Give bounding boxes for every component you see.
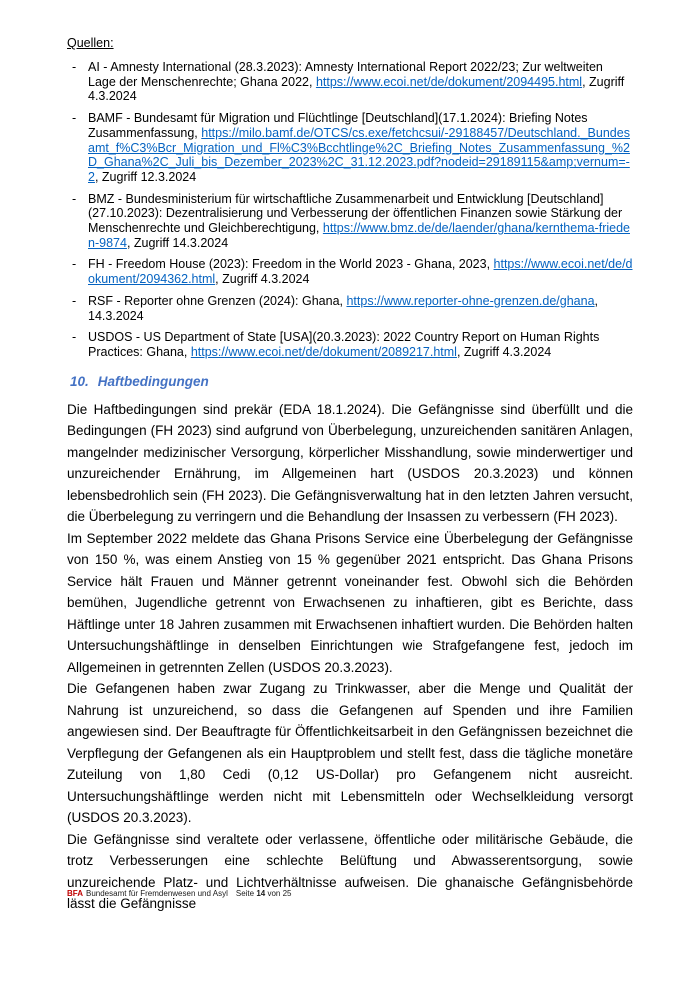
body-paragraph: Die Gefängnisse sind veraltete oder verlassene, öffentliche oder militärische Gebäude, die trotz Verbesserungen eine schlechte Belüftung und Abwasserentsorgung, sowie unzureichende Platz- und Lichtverhältnisse aufweisen. Die ghanaische Gefängnisbehörde lässt die Gefängnisse [67, 831, 633, 912]
section-title: Haftbedingungen [97, 373, 209, 389]
footer-page-info [236, 889, 292, 898]
list-bullet: - [72, 330, 77, 345]
source-text-segment: , Zugriff 14.3.2024 [126, 235, 229, 250]
source-text [88, 111, 633, 185]
footer-page-total: 25 [282, 889, 292, 898]
source-text [88, 294, 633, 323]
source-text-segment: BAMF - Bundesamt für Migration und Flüchtlinge [Deutschland](17.1.2024): Briefing Notes Zusammenfassung, [88, 111, 588, 140]
source-item [67, 294, 633, 323]
source-link[interactable]: https://www.reporter-ohne-grenzen.de/ghana [346, 293, 595, 308]
source-text [88, 192, 633, 251]
source-link[interactable]: https://www.ecoi.net/de/dokument/2094495.html [315, 74, 583, 89]
footer-von-label: von [267, 889, 281, 898]
source-text-segment: , Zugriff 4.3.2024 [215, 272, 310, 287]
source-text [88, 330, 633, 359]
source-link[interactable]: https://milo.bamf.de/OTCS/cs.exe/fetchcsui/-29188457/Deutschland._Bundesamt_f%C3%Bcr_Migration_und_Fl%C3%Bcchtlinge%2C_Briefing_Notes_Zusammenfassung_%2D_Ghana%2C_Juli_bis_Dezember_2023%2C_31.12.2023.pdf?nodeid=29189115&amp;vernum=-2 [88, 125, 630, 184]
source-text-segment: , Zugriff 4.3.2024 [456, 344, 552, 359]
list-bullet: - [72, 191, 77, 206]
source-text-segment: , 14.3.2024 [88, 293, 599, 323]
source-text-segment: USDOS - US Department of State [USA](20.3.2023): 2022 Country Report on Human Rights Practices: Ghana, [88, 330, 600, 359]
source-item [67, 257, 633, 286]
source-item [67, 60, 633, 104]
source-text [88, 60, 633, 104]
source-item [67, 111, 633, 185]
source-text-segment: , Zugriff 12.3.2024 [94, 169, 197, 184]
sources-list [67, 60, 633, 360]
source-item [67, 192, 633, 251]
body-paragraph: Im September 2022 meldete das Ghana Prisons Service eine Überbelegung der Gefängnisse von 150 %, was einem Anstieg von 15 % gegenüber 2021 entspricht. Das Ghana Prisons Service hält Frauen und Männer getrennt voneinander fest. Obwohl sich die Behörden bemühen, Jugendliche getrennt von Erwachsenen zu inhaftieren, gibt es Berichte, dass Häftlinge unter 18 Jahren zusammen mit Erwachsenen inhaftiert wurden. Die Behörden halten Untersuchungshäftlinge in denselben Einrichtungen wie Strafgefangene fest, jedoch im Allgemeinen in getrennten Zellen (USDOS 20.3.2023). [67, 530, 633, 675]
list-bullet: - [72, 111, 77, 126]
sources-heading: Quellen: [67, 36, 114, 50]
source-text-segment: FH - Freedom House (2023): Freedom in the World 2023 - Ghana, 2023, [88, 257, 494, 272]
body-paragraph: Die Haftbedingungen sind prekär (EDA 18.1.2024). Die Gefängnisse sind überfüllt und die Bedingungen (FH 2023) sind aufgrund von Überbelegung, unzureichenden sanitären Anlagen, mangelnder medizinischer Versorgung, körperlicher Misshandlung, sowie minderwertiger und unzureichender Ernährung, im Allgemeinen hart (USDOS 20.3.2023) und können lebensbedrohlich sein (FH 2023). Die Gefängnisverwaltung hat in den letzten Jahren versucht, die Überbelegung zu verringern und die Behandlung der Insassen zu verbessern (FH 2023). [67, 401, 633, 525]
footer-org-abbr: BFA [67, 889, 83, 898]
list-bullet: - [72, 257, 77, 272]
footer-page-number: 14 [256, 889, 266, 898]
footer-org-name: Bundesamt für Fremdenwesen und Asyl [86, 889, 228, 898]
body-paragraph: Die Gefangenen haben zwar Zugang zu Trinkwasser, aber die Menge und Qualität der Nahrung ist unzureichend, so dass die Gefangenen auf Spenden und ihre Familien angewiesen sind. Der Beauftragte für Öffentlichkeitsarbeit in den Gefängnissen bezeichnet die Verpflegung der Gefangenen als ein Hauptproblem und stellt fest, dass die tägliche monetäre Zuteilung von 1,80 Cedi (0,12 US-Dollar) pro Gefangenem nicht ausreicht. Untersuchungshäftlinge werden nicht mit Lebensmitteln oder Wechselkleidung versorgt (USDOS 20.3.2023). [67, 681, 633, 826]
source-item [67, 330, 633, 359]
list-bullet: - [72, 60, 77, 74]
page-footer [67, 889, 292, 899]
source-text-segment: RSF - Reporter ohne Grenzen (2024): Ghana, [88, 293, 347, 308]
source-link[interactable]: https://www.ecoi.net/de/dokument/2089217.html [190, 344, 457, 359]
footer-seite-label: Seite [235, 889, 255, 898]
source-text-segment: BMZ - Bundesministerium für wirtschaftliche Zusammenarbeit und Entwicklung [Deutschland] (27.10.2023): Dezentralisierung und Verbesserung der öffentlichen Finanzen sowie Stärkung der Menschenrechte und Gleichberechtigung, [88, 191, 623, 236]
body-text-block [67, 399, 633, 915]
list-bullet: - [72, 293, 77, 308]
source-text-segment: , Zugriff 4.3.2024 [88, 74, 625, 104]
section-number: 10. [70, 373, 89, 389]
source-link[interactable]: https://www.ecoi.net/de/dokument/2094362.html [88, 257, 633, 287]
source-text [88, 257, 633, 286]
source-link[interactable]: https://www.bmz.de/de/laender/ghana/kernthema-frieden-9874 [88, 221, 630, 250]
source-text-segment: AI - Amnesty International (28.3.2023): Amnesty International Report 2022/23; Zur weltweiten Lage der Menschenrechte; Ghana 2022, [88, 60, 603, 89]
section-heading [70, 374, 633, 389]
